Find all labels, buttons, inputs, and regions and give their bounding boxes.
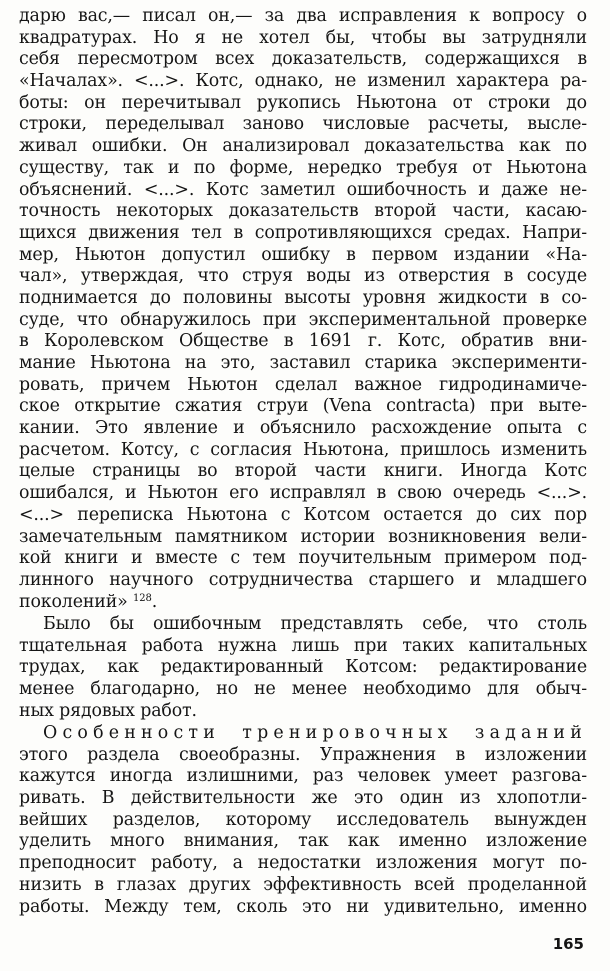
text-line: линного научного сотрудничества старшего и младшего (19, 569, 587, 590)
text-line: точность некоторых доказательств второй части, касаю- (19, 201, 587, 222)
text-line: низить в глазах других эффективность всей проделанной (19, 874, 587, 895)
text-line: этого раздела своеобразны. Упражнения в изложении (19, 744, 587, 765)
text-line: строки, переделывал заново числовые расчеты, высле- (19, 114, 587, 135)
text-line: трудах, как редактированный Котсом: редактирование (19, 657, 587, 678)
text-line: менее благодарно, но не менее необходимо для обыч- (19, 679, 587, 700)
text-line: суде, что обнаружилось при экспериментальной проверке (19, 309, 587, 330)
text-line (19, 592, 587, 614)
spaced-emphasis-line: Особенности тренировочных заданий (43, 723, 587, 743)
paragraph-exercises (19, 723, 587, 918)
text-line: боты: он перечитывал рукопись Ньютона от строки до (19, 92, 587, 113)
text-line: ных рядовых работ. (19, 700, 197, 721)
text-line: ошибался, и Ньютон его исправлял в свою очередь <...>. (19, 483, 587, 504)
text-line: квадратурах. Но я не хотел бы, чтобы вы затрудняли (19, 27, 587, 48)
text-line: живал ошибки. Он анализировал доказательства как по (19, 136, 587, 157)
text-line: поднимается до половины высоты уровня жидкости в со- (19, 287, 587, 308)
text-line: работы. Между тем, сколь это ни удивительно, именно (19, 896, 587, 917)
text-line: мание Ньютона на это, заставил старика эксперименти- (19, 353, 587, 373)
text-line: щихся движения тел в сопротивляющихся средах. Напри- (19, 222, 587, 243)
paragraph-quote (19, 6, 587, 613)
text-line: Было бы ошибочным представлять себе, что столь (43, 614, 587, 634)
text-line: чал», утверждая, что струя воды из отверстия в сосуде (19, 266, 587, 287)
text-line: дарю вас,— писал он,— за два исправления к вопросу о (19, 6, 587, 26)
text-line: кой книги и вместе с тем поучительным примером под- (19, 548, 587, 569)
text-line: ривать. В действительности же это один из хлопотли- (19, 788, 587, 809)
text-line: себя пересмотром всех доказательств, содержащихся в (19, 49, 587, 70)
text-line: ское открытие сжатия струи (Vena contracta) при выте- (19, 396, 587, 417)
text-line: ровать, причем Ньютон сделал важное гидродинамиче- (19, 374, 587, 395)
text-line: тщательная работа нужна лишь при таких капитальных (19, 635, 587, 656)
text-line: уделить много внимания, так как именно изложение (19, 831, 587, 852)
text-line: расчетом. Котсу, с согласия Ньютона, пришлось изменить (19, 439, 587, 460)
text-line: замечательным памятником истории возникновения вели- (19, 526, 587, 547)
footnote-tail: . (151, 591, 158, 612)
text-line: вейших разделов, которому исследователь вынужден (19, 809, 587, 830)
text-line: существу, так и по форме, нередко требуя от Ньютона (19, 157, 587, 178)
text-line: в Королевском Обществе в 1691 г. Котс, обратив вни- (19, 331, 587, 352)
text-line: мер, Ньютон допустил ошибку в первом издании «На- (19, 244, 587, 265)
text-line: объяснений. <...>. Котс заметил ошибочность и даже не- (19, 179, 587, 200)
page-number: 165 (552, 935, 584, 953)
paragraph-editing (19, 614, 587, 722)
text-line: кании. Это явление и объяснило расхождение опыта с (19, 418, 587, 439)
footnote-reference: 128 (133, 592, 152, 604)
text-line: <...> переписка Ньютона с Котсом остается до сих пор (19, 504, 587, 525)
text-line: преподносит работу, а недостатки изложения могут по- (19, 853, 587, 874)
text-line: «Началах». <...>. Котс, однако, не изменил характера ра- (19, 71, 587, 92)
quote-end-text: поколений» (19, 591, 128, 612)
text-line: кажутся иногда излишними, раз человек умеет разгова- (19, 766, 587, 787)
text-line: целые страницы во второй части книги. Иногда Котс (19, 461, 587, 482)
